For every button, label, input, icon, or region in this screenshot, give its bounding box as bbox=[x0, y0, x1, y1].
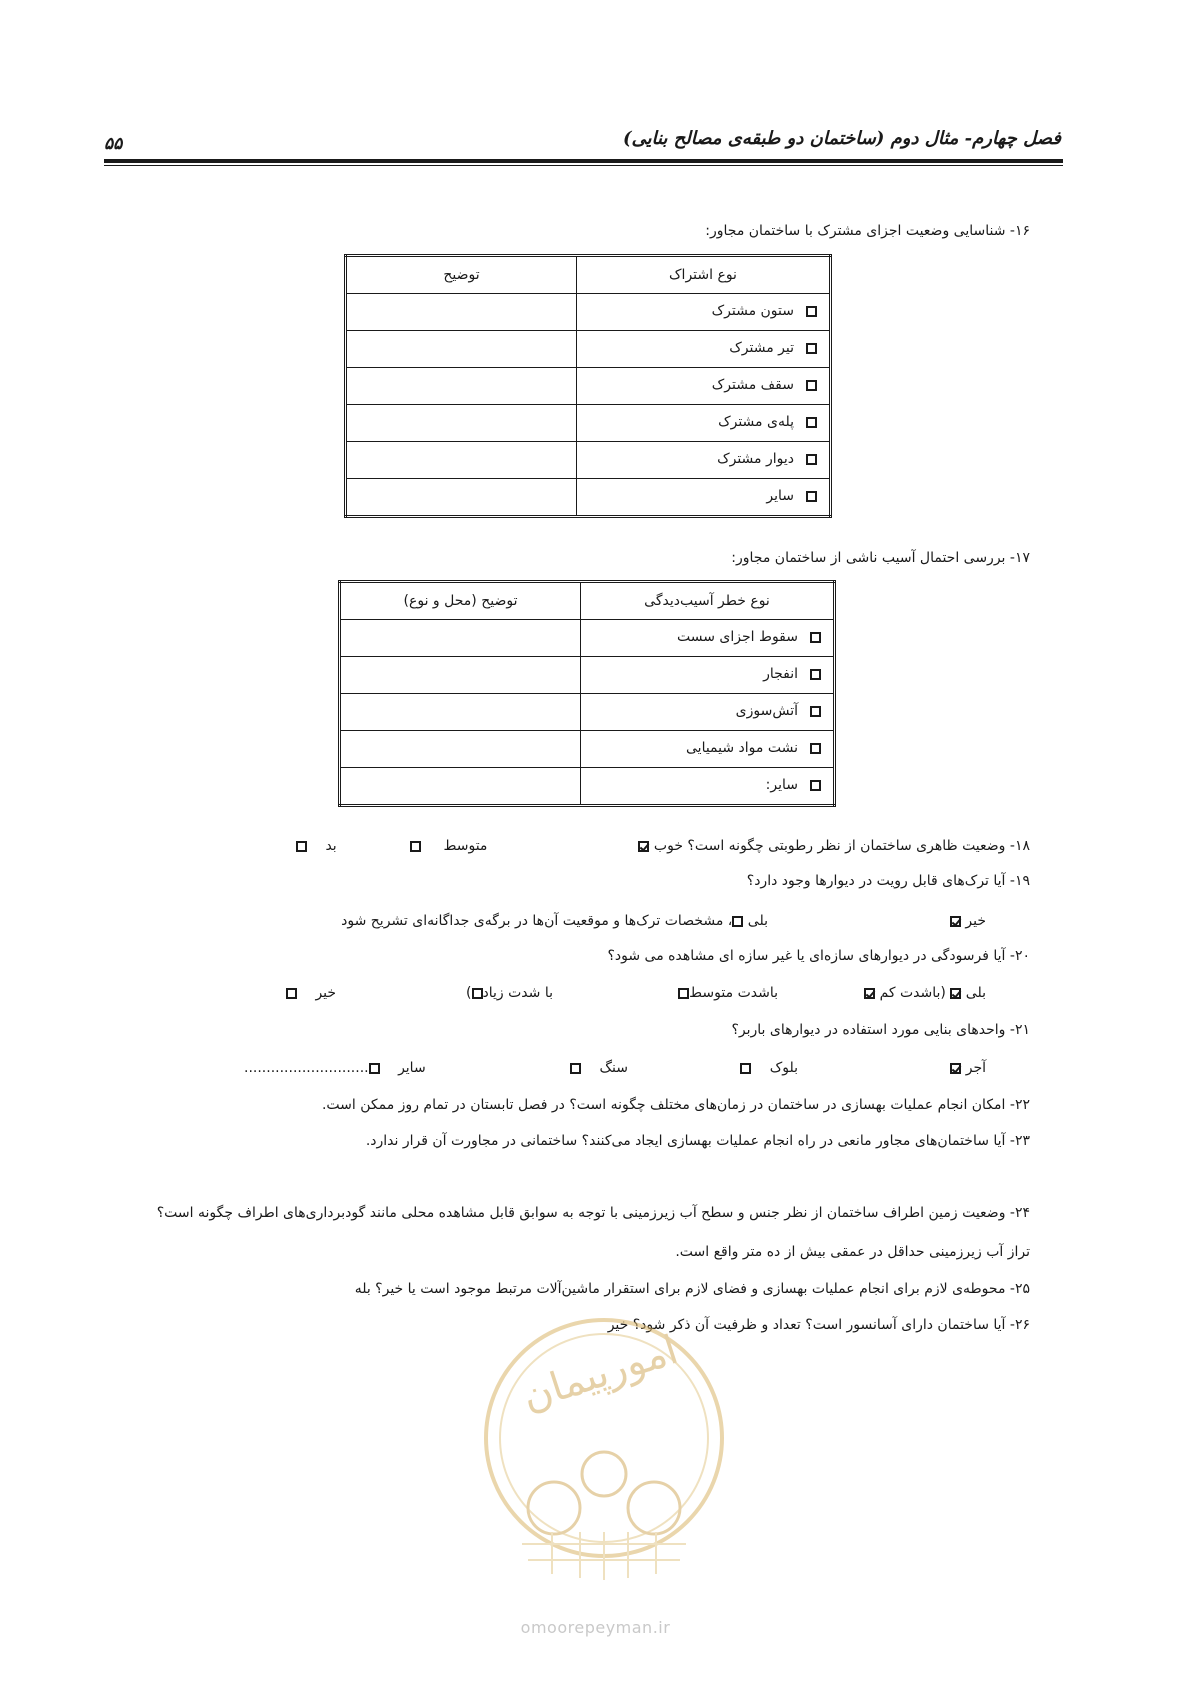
description-cell[interactable] bbox=[346, 479, 577, 517]
option-brick: آجر bbox=[950, 1058, 986, 1078]
watermark-seal-logo bbox=[482, 1308, 726, 1582]
table-row: تیر مشترک bbox=[729, 340, 817, 356]
option-high-severity: با شدت زیاد) bbox=[466, 985, 553, 1001]
table-row: انفجار bbox=[763, 666, 821, 682]
checkbox[interactable] bbox=[810, 743, 821, 754]
table-row: سقوط اجزای سست bbox=[677, 629, 821, 645]
question-23: ۲۳- آیا ساختمان‌های مجاور مانعی در راه انجام عملیات بهسازی ایجاد می‌کنند؟ ساختمانی در مجاورت آن قرار ندارد. bbox=[365, 1133, 1030, 1149]
option-medium-severity: باشدت متوسط bbox=[678, 983, 778, 1003]
table-header-location: توضیح (محل و نوع) bbox=[340, 582, 581, 620]
question-24: ۲۴- وضعیت زمین اطراف ساختمان از نظر جنس و سطح آب زیرزمینی با توجه به سوابق قابل مشاهده محلی مانند گودبرداری‌های اطراف چگونه است؟ bbox=[156, 1205, 1030, 1221]
table-row: سایر: bbox=[766, 777, 821, 793]
checkbox-yes[interactable] bbox=[732, 916, 743, 927]
description-cell[interactable] bbox=[346, 294, 577, 331]
checkbox[interactable] bbox=[810, 669, 821, 680]
option-yes-low: بلی (باشدت کم bbox=[864, 983, 986, 1003]
question-16: ۱۶- شناسایی وضعیت اجزای مشترک با ساختمان مجاور: bbox=[705, 223, 1030, 239]
option-no-wear: خیر bbox=[286, 983, 336, 1003]
checkbox-bad[interactable] bbox=[296, 841, 307, 852]
checkbox-other[interactable] bbox=[369, 1063, 380, 1074]
description-cell[interactable] bbox=[340, 768, 581, 806]
question-26: ۲۶- آیا ساختمان دارای آسانسور است؟ تعداد و ظرفیت آن ذکر شود؟ خیر bbox=[607, 1317, 1030, 1333]
description-cell[interactable] bbox=[346, 368, 577, 405]
checkbox[interactable] bbox=[810, 706, 821, 717]
table-row: دیوار مشترک bbox=[717, 451, 817, 467]
question-25: ۲۵- محوطه‌ی لازم برای انجام عملیات بهسازی و فضای لازم برای استقرار ماشین‌آلات مرتبط موجود است یا خیر؟ بله bbox=[354, 1281, 1030, 1297]
table-row: نشت مواد شیمیایی bbox=[686, 740, 821, 756]
option-block: بلوک bbox=[740, 1058, 798, 1078]
adjacent-hazard-table bbox=[338, 580, 836, 807]
question-17: ۱۷- بررسی احتمال آسیب ناشی از ساختمان مجاور: bbox=[731, 550, 1030, 566]
checkbox[interactable] bbox=[806, 380, 817, 391]
checkbox[interactable] bbox=[806, 343, 817, 354]
checkbox-no[interactable] bbox=[950, 916, 961, 927]
table-header-type: نوع اشتراک bbox=[577, 256, 831, 294]
checkbox-block[interactable] bbox=[740, 1063, 751, 1074]
option-other: سایر ............................ bbox=[244, 1060, 426, 1076]
checkbox[interactable] bbox=[806, 306, 817, 317]
checkbox-yes[interactable] bbox=[950, 988, 961, 999]
option-no: خیر bbox=[950, 911, 986, 931]
table-header-hazard-type: نوع خطر آسیب‌دیدگی bbox=[581, 582, 835, 620]
option-yes-cracks: بلی ، مشخصات ترک‌ها و موقعیت آن‌ها در برگه‌ی جداگانه‌ای تشریح شود bbox=[341, 913, 768, 929]
checkbox-medium[interactable] bbox=[410, 841, 421, 852]
description-cell[interactable] bbox=[340, 731, 581, 768]
description-cell[interactable] bbox=[346, 405, 577, 442]
option-medium: متوسط bbox=[410, 836, 487, 856]
table-row: سقف مشترک bbox=[712, 377, 817, 393]
checkbox-brick[interactable] bbox=[950, 1063, 961, 1074]
table-row: آتش‌سوزی bbox=[736, 703, 821, 719]
option-bad: بد bbox=[296, 836, 337, 856]
svg-text:امورپیمان: امورپیمان bbox=[516, 1326, 684, 1421]
question-18: ۱۸- وضعیت ظاهری ساختمان از نظر رطوبتی چگونه است؟ خوب bbox=[638, 836, 1030, 856]
description-cell[interactable] bbox=[346, 331, 577, 368]
question-21: ۲۱- واحدهای بنایی مورد استفاده در دیوارهای باربر؟ bbox=[731, 1022, 1030, 1038]
checkbox-good[interactable] bbox=[638, 841, 649, 852]
checkbox-stone[interactable] bbox=[570, 1063, 581, 1074]
header-rule-thin bbox=[104, 165, 1063, 166]
checkbox-no[interactable] bbox=[286, 988, 297, 999]
watermark-site: omoorepeyman.ir bbox=[520, 1618, 671, 1637]
header-rule bbox=[104, 159, 1063, 163]
description-cell[interactable] bbox=[340, 694, 581, 731]
checkbox[interactable] bbox=[810, 780, 821, 791]
chapter-title: فصل چهارم- مثال دوم (ساختمان دو طبقه‌ی مصالح بنایی) bbox=[622, 128, 1061, 149]
page-number: ۵۵ bbox=[104, 134, 123, 154]
option-stone: سنگ bbox=[570, 1058, 628, 1078]
checkbox[interactable] bbox=[806, 417, 817, 428]
description-cell[interactable] bbox=[340, 657, 581, 694]
checkbox-low[interactable] bbox=[864, 988, 875, 999]
checkbox[interactable] bbox=[810, 632, 821, 643]
checkbox[interactable] bbox=[806, 491, 817, 502]
description-cell[interactable] bbox=[346, 442, 577, 479]
checkbox[interactable] bbox=[806, 454, 817, 465]
shared-elements-table bbox=[344, 254, 832, 518]
checkbox-high[interactable] bbox=[472, 988, 483, 999]
description-cell[interactable] bbox=[340, 620, 581, 657]
table-row: ستون مشترک bbox=[712, 303, 817, 319]
table-row: سایر bbox=[766, 488, 817, 504]
question-22: ۲۲- امکان انجام عملیات بهسازی در ساختمان در زمان‌های مختلف چگونه است؟ در فصل تابستان در تمام روز ممکن است. bbox=[321, 1097, 1030, 1113]
question-20: ۲۰- آیا فرسودگی در دیوارهای سازه‌ای یا غیر سازه ای مشاهده می شود؟ bbox=[607, 948, 1030, 964]
question-19: ۱۹- آیا ترک‌های قابل رویت در دیوارها وجود دارد؟ bbox=[746, 873, 1030, 889]
table-header-description: توضیح bbox=[346, 256, 577, 294]
checkbox-medium[interactable] bbox=[678, 988, 689, 999]
table-row: پله‌ی مشترک bbox=[718, 414, 817, 430]
answer-24: تراز آب زیرزمینی حداقل در عمقی بیش از ده متر واقع است. bbox=[675, 1244, 1030, 1260]
